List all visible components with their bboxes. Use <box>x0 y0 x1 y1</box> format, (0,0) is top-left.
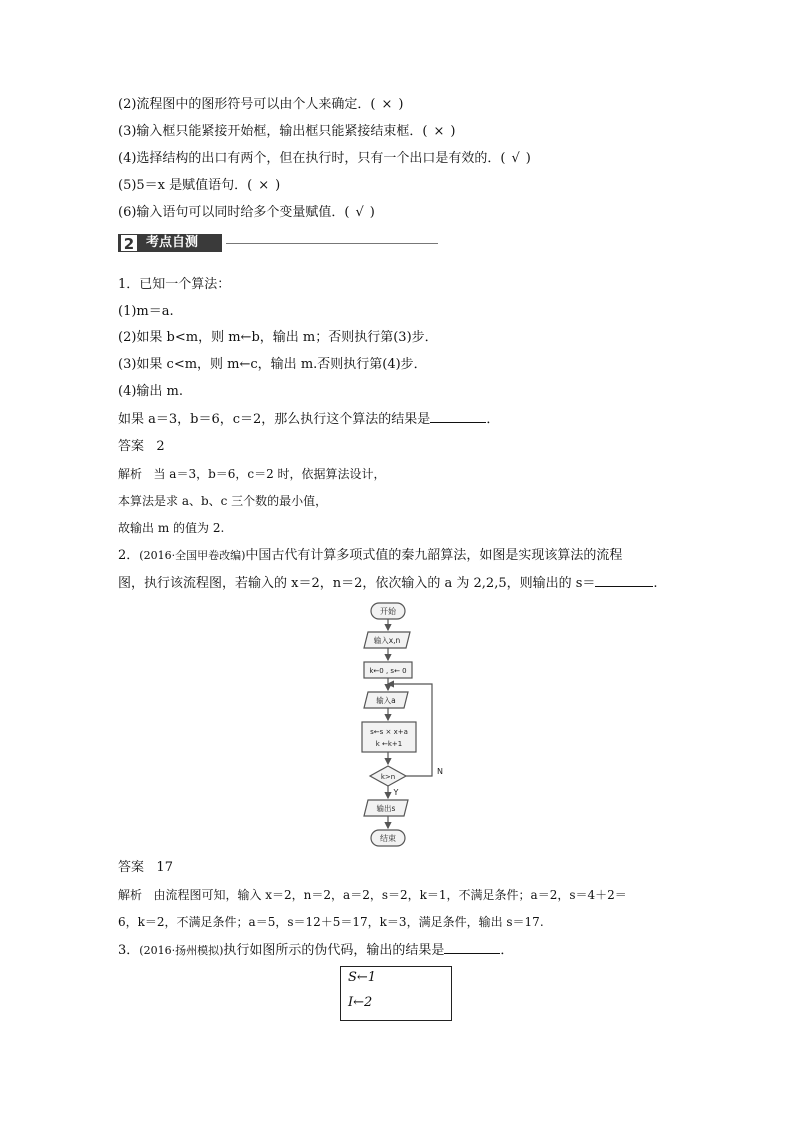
section-badge <box>118 234 222 252</box>
cross-mark: × <box>258 178 270 193</box>
q2-analysis-1: 解析 由流程图可知，输入 x＝2，n＝2，a＝2，s＝2，k＝1，不满足条件；a＝2，s＝4＋2＝ <box>118 888 627 902</box>
flow-yes-label: Y <box>393 788 399 797</box>
flow-input-xn-label: 输入x,n <box>373 636 401 645</box>
answer-blank <box>595 574 653 587</box>
judgment-item-3: (3)输入框只能紧接开始框，输出框只能紧接结束框．( × ) <box>118 124 456 139</box>
answer-blank <box>444 941 500 954</box>
judgment-text: (2)流程图中的图形符号可以由个人来确定．( <box>118 97 376 112</box>
section-number: 2 <box>120 234 138 252</box>
flow-update1-label: s←s × x+a <box>370 728 408 736</box>
answer-value: 17 <box>156 860 173 875</box>
judgment-item-4: (4)选择结构的出口有两个，但在执行时，只有一个出口是有效的．( √ ) <box>118 151 531 166</box>
flow-no-label: N <box>437 767 443 776</box>
flow-cond-label: k>n <box>380 773 396 781</box>
judgment-item-2: (2)流程图中的图形符号可以由个人来确定．( × ) <box>118 97 404 112</box>
q1-answer <box>118 438 165 456</box>
q3-stem: 3．(2016·扬州模拟)执行如图所示的伪代码，输出的结果是 ． <box>118 943 514 958</box>
answer-label: 答案 <box>118 860 145 875</box>
cross-mark: × <box>433 124 445 139</box>
code-line-1: S←1 <box>348 970 377 985</box>
answer-value: 2 <box>156 439 165 454</box>
q3-source: (2016·扬州模拟) <box>139 944 224 957</box>
judgment-text: (5)5＝x 是赋值语句．( <box>118 178 253 193</box>
flow-end-label: 结束 <box>380 834 396 843</box>
q2-answer <box>118 859 173 877</box>
q1-stem: 1．已知一个算法： <box>118 277 231 292</box>
check-mark: √ <box>355 205 364 220</box>
judgment-item-6: (6)输入语句可以同时给多个变量赋值．( √ ) <box>118 205 375 220</box>
q1-analysis-1: 解析 当 a＝3，b＝6，c＝2 时，依据算法设计， <box>118 467 386 481</box>
analysis-label: 解析 <box>118 467 143 481</box>
check-mark: √ <box>511 151 520 166</box>
cross-mark: × <box>381 97 393 112</box>
q1-analysis-3: 故输出 m 的值为 2. <box>118 521 225 535</box>
q1-step-1: (1)m＝a. <box>118 304 174 319</box>
q1-step-3: (3)如果 c<m，则 m←c，输出 m.否则执行第(4)步． <box>118 357 427 372</box>
answer-blank <box>430 410 486 423</box>
q1-question: 如果 a＝3，b＝6，c＝2，那么执行这个算法的结果是 ． <box>118 412 500 427</box>
flow-start-label: 开始 <box>380 607 396 616</box>
judgment-text: (6)输入语句可以同时给多个变量赋值．( <box>118 205 350 220</box>
section-title: 考点自测 <box>146 235 199 250</box>
judgment-text: (3)输入框只能紧接开始框，输出框只能紧接结束框．( <box>118 124 428 139</box>
pseudocode-box <box>340 966 452 1021</box>
q2-stem-2: 图，执行该流程图，若输入的 x＝2，n＝2，依次输入的 a 为 2,2,5，则输出的 s＝ . <box>118 576 658 591</box>
section-header <box>118 232 438 254</box>
q1-step-4: (4)输出 m. <box>118 384 184 399</box>
q1-step-2: (2)如果 b<m，则 m←b，输出 m；否则执行第(3)步． <box>118 330 438 345</box>
q2-stem-1: 2．(2016·全国甲卷改编)中国古代有计算多项式值的秦九韶算法，如图是实现该算法的流程 <box>118 548 623 563</box>
flow-update2-label: k ←k+1 <box>375 740 403 748</box>
section-divider <box>226 243 438 244</box>
flow-input-a-label: 输入a <box>376 696 396 705</box>
judgment-text: (4)选择结构的出口有两个，但在执行时，只有一个出口是有效的．( <box>118 151 506 166</box>
q2-analysis-2: 6，k＝2，不满足条件；a＝5，s＝12＋5＝17，k＝3，满足条件，输出 s＝17. <box>118 915 544 929</box>
q2-source: (2016·全国甲卷改编) <box>139 549 246 562</box>
flow-init-label: k←0 , s← 0 <box>369 667 407 675</box>
flow-output-label: 输出s <box>376 804 396 813</box>
code-line-2: I←2 <box>348 995 373 1010</box>
q1-analysis-2: 本算法是求 a、b、c 三个数的最小值， <box>118 494 328 508</box>
analysis-label: 解析 <box>118 888 143 902</box>
answer-label: 答案 <box>118 439 145 454</box>
judgment-item-5: (5)5＝x 是赋值语句．( × ) <box>118 178 281 193</box>
flowchart <box>330 600 470 850</box>
